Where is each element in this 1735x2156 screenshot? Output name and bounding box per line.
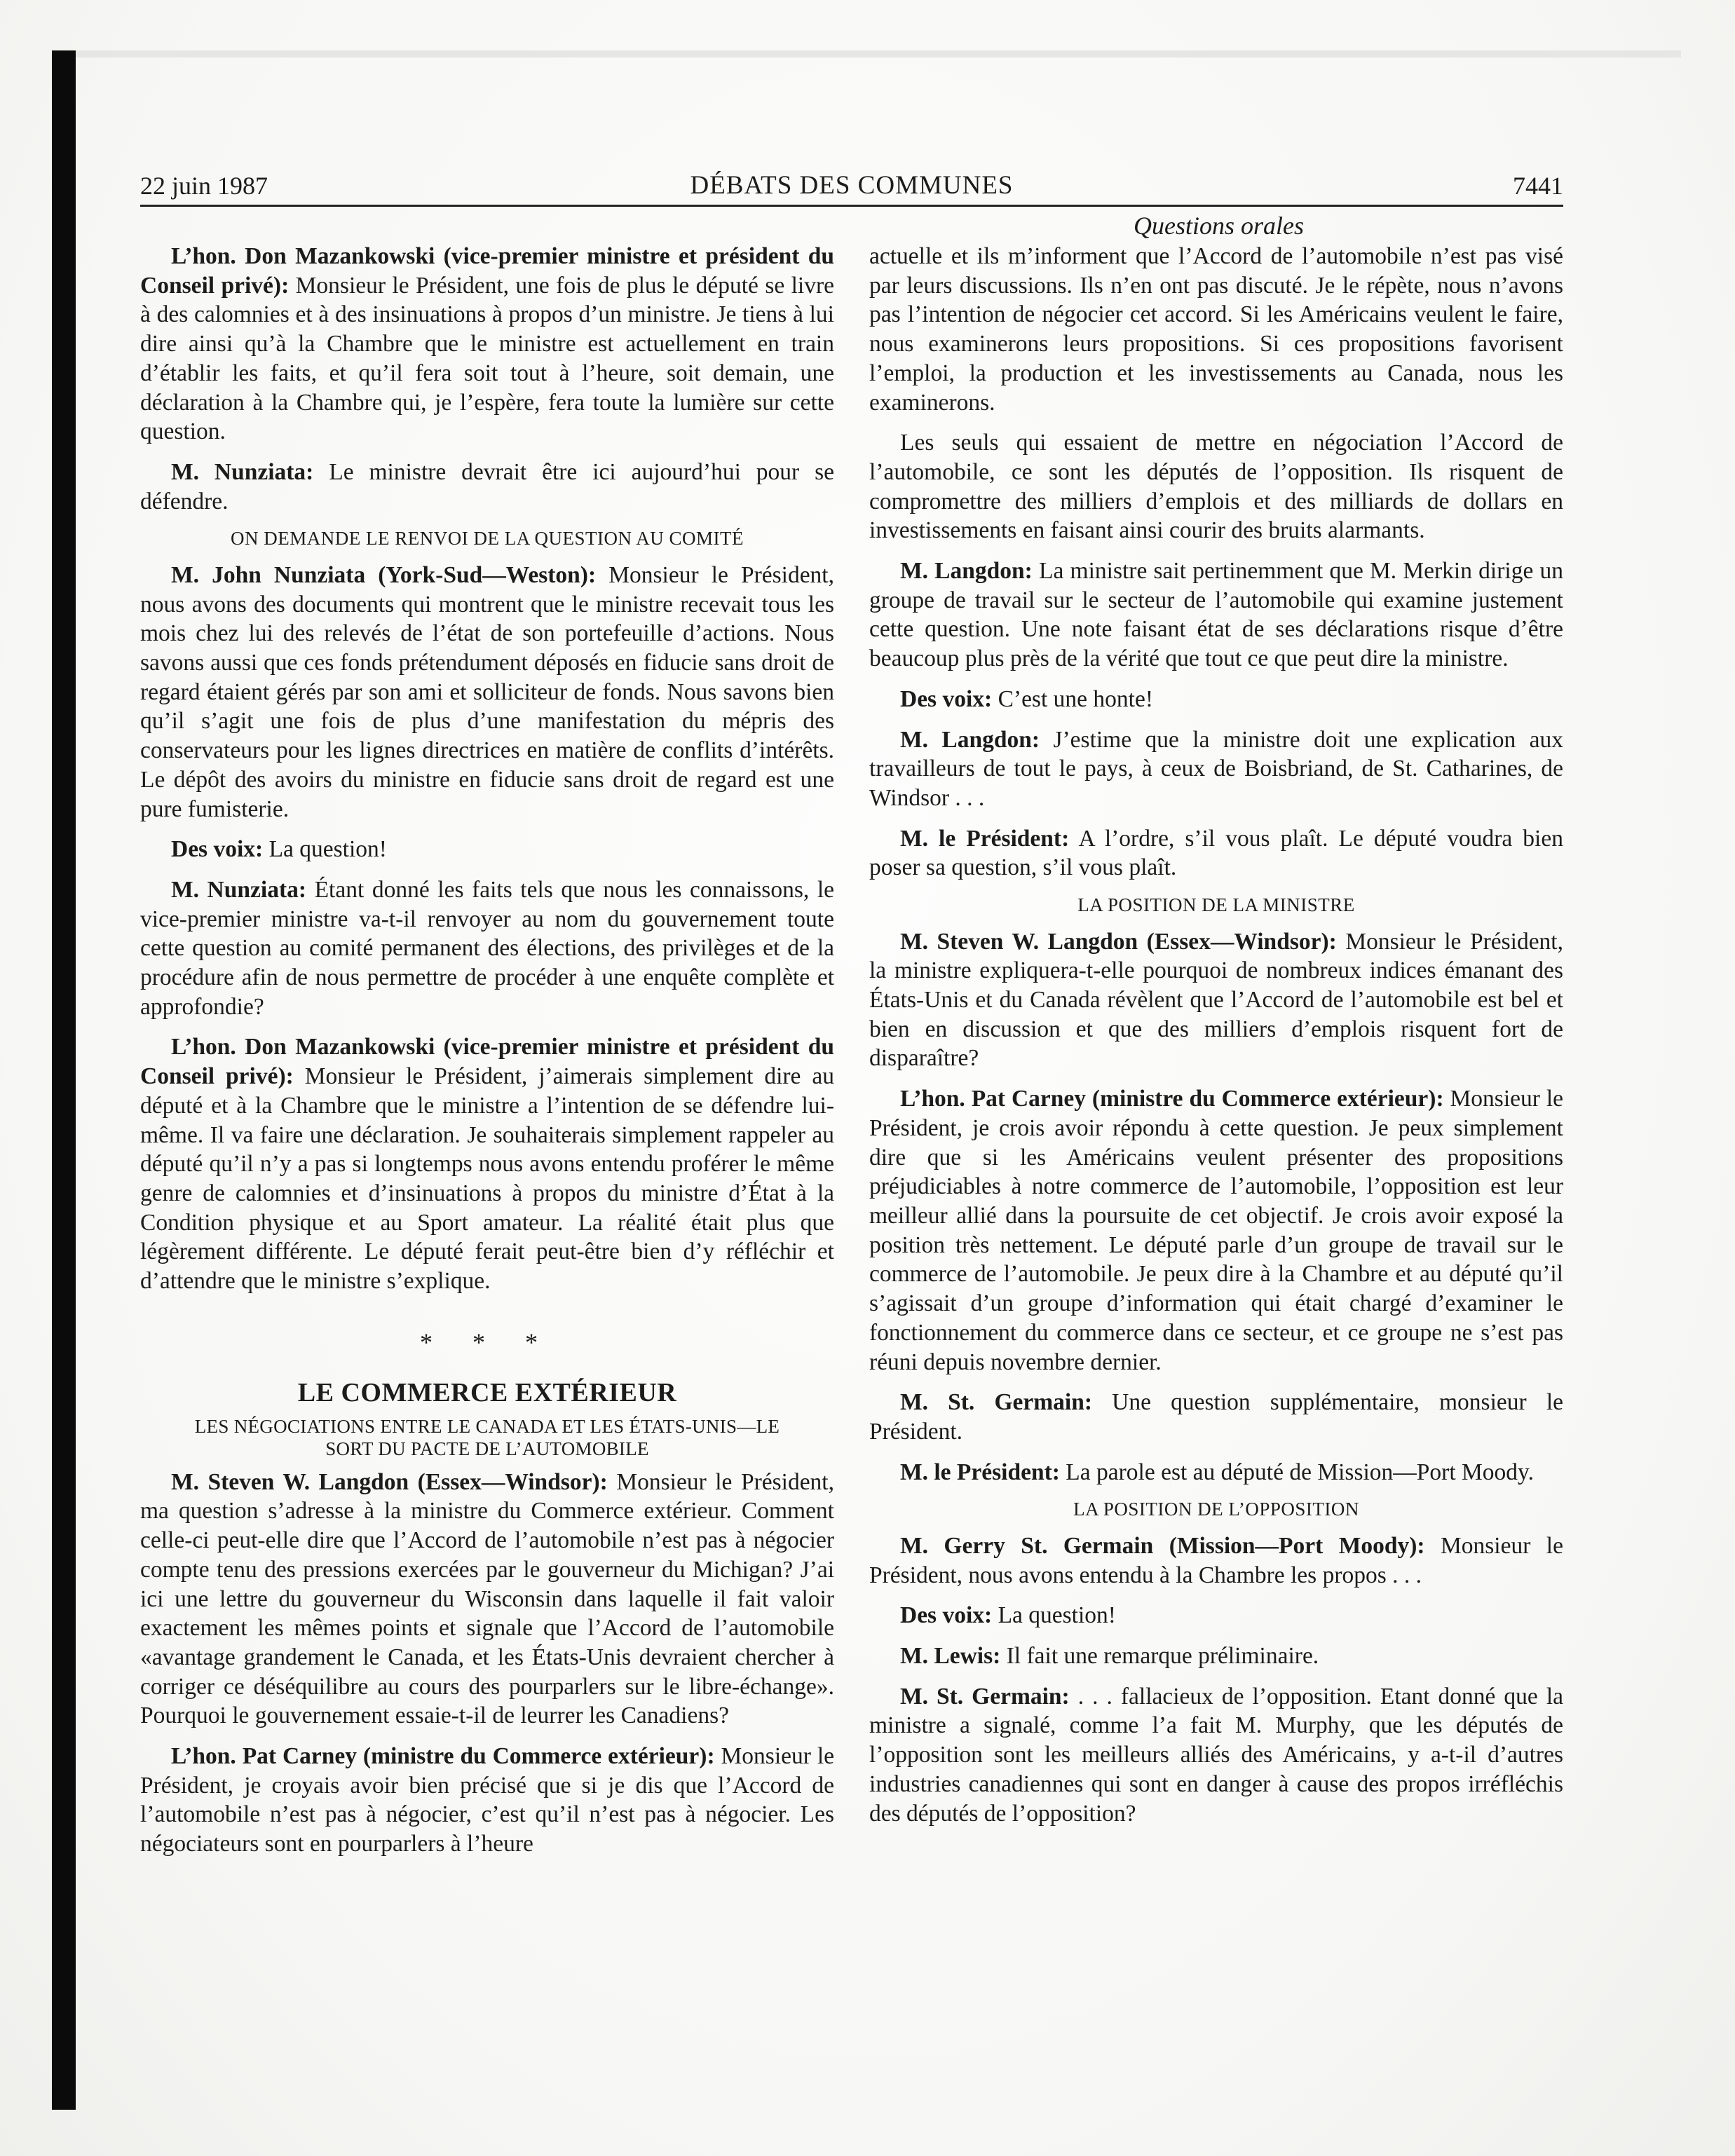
speaker: M. St. Germain: (900, 1683, 1070, 1710)
scan-edge-bar (52, 50, 76, 2110)
paragraph (869, 927, 1563, 1074)
paragraph (140, 835, 834, 864)
speaker: L’hon. Pat Carney (ministre du Commerce extérieur): (900, 1086, 1444, 1112)
speech: Les seuls qui essaient de mettre en négociation l’Accord de l’automobile, ce sont les députés de l’opposition. Ils risquent de compromettre des milliers d’emplois et des milliards de dollars en investissements en faisant ainsi courir des bruits alarmants. (869, 430, 1563, 544)
right-column (869, 242, 1563, 1870)
paragraph (869, 1388, 1563, 1446)
paragraph (869, 1531, 1563, 1590)
speech: La parole est au député de Mission—Port Moody. (1059, 1459, 1535, 1485)
paragraph (140, 561, 834, 824)
paragraph (869, 1601, 1563, 1630)
topic-line: LES NÉGOCIATIONS ENTRE LE CANADA ET LES ÉTATS-UNIS—LE (194, 1415, 780, 1437)
paragraph (140, 242, 834, 446)
left-column (140, 242, 834, 1870)
speech: Le ministre devrait être ici aujourd’hui pour se défendre. (140, 458, 834, 514)
paragraph (140, 875, 834, 1022)
paragraph (869, 1084, 1563, 1377)
speech: La ministre sait pertinemment que M. Merkin dirige un groupe de travail sur le secteur de l’automobile qui examine justement cette question. Une note faisant état de ses déclarations risque d’être beaucoup plus près de la vérité que tout ce que peut dire la ministre. (869, 558, 1563, 672)
speaker: M. St. Germain: (900, 1389, 1093, 1416)
paragraph (140, 1468, 834, 1731)
speaker: M. Langdon: (900, 726, 1040, 753)
speaker: M. Steven W. Langdon (Essex—Windsor): (900, 928, 1337, 955)
speaker: L’hon. Don Mazankowski (vice-premier ministre et président du Conseil privé): (140, 1034, 834, 1090)
scan-top-edge (76, 50, 1681, 57)
subheading: LA POSITION DE L’OPPOSITION (1073, 1499, 1359, 1520)
paragraph (869, 685, 1563, 714)
speech: Monsieur le Président, la ministre expliquera-t-elle pourquoi de nombreux indices émanant des États-Unis et du Canada révèlent que l’Accord de l’automobile est bel et bien en discussion et que des milliers d’emplois risquent fort de disparaître? (869, 928, 1563, 1072)
speaker: M. Lewis: (900, 1643, 1001, 1670)
speaker: Des voix: (900, 685, 993, 712)
speech: Monsieur le Président, nous avons des documents qui montrent que le ministre recevait tous les mois chez lui des relevés de l’état de son portefeuille d’actions. Nous savons aussi que ces fonds prétendument déposés en fiducie sans droit de regard étaient gérés par son ami et solliciteur de fonds. Nous savons bien qu’il s’agit une fois de plus d’une manifestation du mépris des conservateurs pour les lignes directrices en matière de conflits d’intérêts. Le dépôt des avoirs du ministre en fiducie sans droit de regard est une pure fumisterie. (140, 561, 834, 822)
paragraph (869, 557, 1563, 674)
speaker: M. le Président: (900, 825, 1070, 852)
speech: . . . fallacieux de l’opposition. Etant donné que la ministre a signalé, comme l’a fait M. Murphy, que les députés de l’opposition sont les meilleurs alliés des Américains, y a-t-il d’autres industries canadiennes qui sont en danger à cause des propos irréfléchis des députés de l’opposition? (869, 1683, 1563, 1827)
speech: La question! (263, 836, 387, 863)
speaker: M. John Nunziata (York-Sud—Weston): (171, 561, 597, 588)
speech: La question! (992, 1602, 1116, 1629)
speech: C’est une honte! (992, 685, 1153, 712)
speaker: L’hon. Pat Carney (ministre du Commerce extérieur): (171, 1743, 715, 1770)
speech: Monsieur le Président, je croyais avoir bien précisé que si je dis que l’Accord de l’automobile n’est pas à négocier, c’est qu’il n’est pas à négocier. Les négociateurs sont en pourparlers à l’heure (140, 1743, 834, 1857)
speech: Il fait une remarque préliminaire. (1000, 1643, 1319, 1670)
paragraph (869, 824, 1563, 882)
paragraph (869, 1458, 1563, 1487)
speaker: M. Steven W. Langdon (Essex—Windsor): (171, 1468, 608, 1495)
paragraph (140, 1742, 834, 1859)
speech: Monsieur le Président, nous avons entendu à la Chambre les propos . . . (869, 1532, 1563, 1588)
speaker: M. Nunziata: (171, 876, 307, 903)
document-page (140, 161, 1563, 2089)
subheading: LA POSITION DE LA MINISTRE (1077, 894, 1355, 916)
header-title: DÉBATS DES COMMUNES (690, 171, 1014, 200)
speech: Étant donné les faits tels que nous les connaissons, le vice-premier ministre va-t-il renvoyer au nom du gouvernement toute cette question au comité permanent des élections, des privilèges et de la procédure afin de nous permettre de procéder à une enquête complète et approfondie? (140, 876, 834, 1020)
text-columns (140, 242, 1563, 1870)
paragraph (869, 1682, 1563, 1829)
speech: J’estime que la ministre doit une explication aux travailleurs de tout le pays, à ceux de Boisbriand, de St. Catharines, de Windsor . . . (869, 726, 1564, 811)
speaker: M. Gerry St. Germain (Mission—Port Moody): (900, 1532, 1425, 1559)
section-title: LE COMMERCE EXTÉRIEUR (297, 1377, 677, 1407)
speech: actuelle et ils m’informent que l’Accord de l’automobile n’est pas visé par leurs discussions. Ils n’en ont pas discuté. Je le répète, nous n’avons pas l’intention de négocier cet accord. Si les Américains veulent le faire, nous examinerons leurs propositions. Si ces propositions favorisent l’emploi, la production et les investissements au Canada, nous les examinerons. (869, 243, 1563, 416)
topic-heading (140, 1415, 834, 1461)
header-date: 22 juin 1987 (140, 172, 268, 200)
speaker: M. Nunziata: (171, 458, 314, 485)
speaker: Des voix: (171, 836, 264, 863)
speech: A l’ordre, s’il vous plaît. Le député voudra bien poser sa question, s’il vous plaît. (869, 825, 1563, 881)
section-label: Questions orales (1134, 212, 1304, 240)
speaker: M. le Président: (900, 1459, 1060, 1485)
speaker: Des voix: (900, 1602, 993, 1629)
speech: Monsieur le Président, une fois de plus le député se livre à des calomnies et à des insinuations à propos d’un ministre. Je tiens à lui dire ainsi qu’à la Chambre que le ministre est actuellement en train d’établir les faits, et qu’il fera soit tout à l’heure, soit demain, une déclaration à la Chambre qui, je l’espère, fera toute la lumière sur cette question. (140, 272, 834, 445)
speaker: M. Langdon: (900, 558, 1033, 585)
subheading: ON DEMANDE LE RENVOI DE LA QUESTION AU COMITÉ (231, 528, 744, 550)
running-header (140, 161, 1563, 207)
paragraph (869, 242, 1563, 417)
paragraph (869, 428, 1563, 545)
topic-line: SORT DU PACTE DE L’AUTOMOBILE (325, 1438, 649, 1460)
speech: Monsieur le Président, ma question s’adresse à la ministre du Commerce extérieur. Comment celle-ci peut-elle dire que l’Accord de l’automobile n’est pas à négocier compte tenu des pressions exercées par le gouverneur du Michigan? J’ai ici une lettre du gouverneur du Wisconsin dans laquelle il fait valoir exactement les mêmes points et signale que l’Accord de l’automobile «avantage grandement le Canada, et les États-Unis devraient chercher à corriger ce déséquilibre au cours des pourparlers sur le libre-échange». Pourquoi le gouvernement essaie-t-il de leurrer les Canadiens? (140, 1468, 834, 1729)
section-separator: * * * (420, 1328, 554, 1356)
page-number: 7441 (1513, 172, 1563, 200)
speech: Monsieur le Président, j’aimerais simplement dire au député et à la Chambre que le ministre a l’intention de se défendre lui-même. Il va faire une déclaration. Je souhaiterais simplement rappeler au député qu’il n’y a pas si longtemps nous avons entendu proférer le même genre de calomnies et d’insinuations à propos du ministre d’État à la Condition physique et au Sport amateur. La réalité était plus que légèrement différente. Le député ferait peut-être bien d’y réfléchir et d’attendre que le ministre s’explique. (140, 1063, 834, 1295)
speech: Une question supplémentaire, monsieur le Président. (869, 1389, 1563, 1445)
paragraph (140, 1032, 834, 1295)
speech: Monsieur le Président, je crois avoir répondu à cette question. Je peux simplement dire que si les Américains veulent présenter des propositions préjudiciables à notre commerce de l’automobile, l’opposition est leur meilleur allié dans la poursuite de cet objectif. Je crois avoir exposé la position très nettement. Le député parle d’un groupe de travail sur le commerce de l’automobile. Je peux dire à la Chambre et au député qu’il s’agissait d’un groupe d’information qui était chargé d’examiner le fonctionnement du commerce dans ce secteur, et ce groupe ne s’est pas réuni depuis novembre dernier. (869, 1086, 1563, 1375)
paragraph (869, 1642, 1563, 1671)
speaker: L’hon. Don Mazankowski (vice-premier ministre et président du Conseil privé): (140, 243, 834, 299)
paragraph (869, 725, 1563, 813)
paragraph (140, 458, 834, 516)
